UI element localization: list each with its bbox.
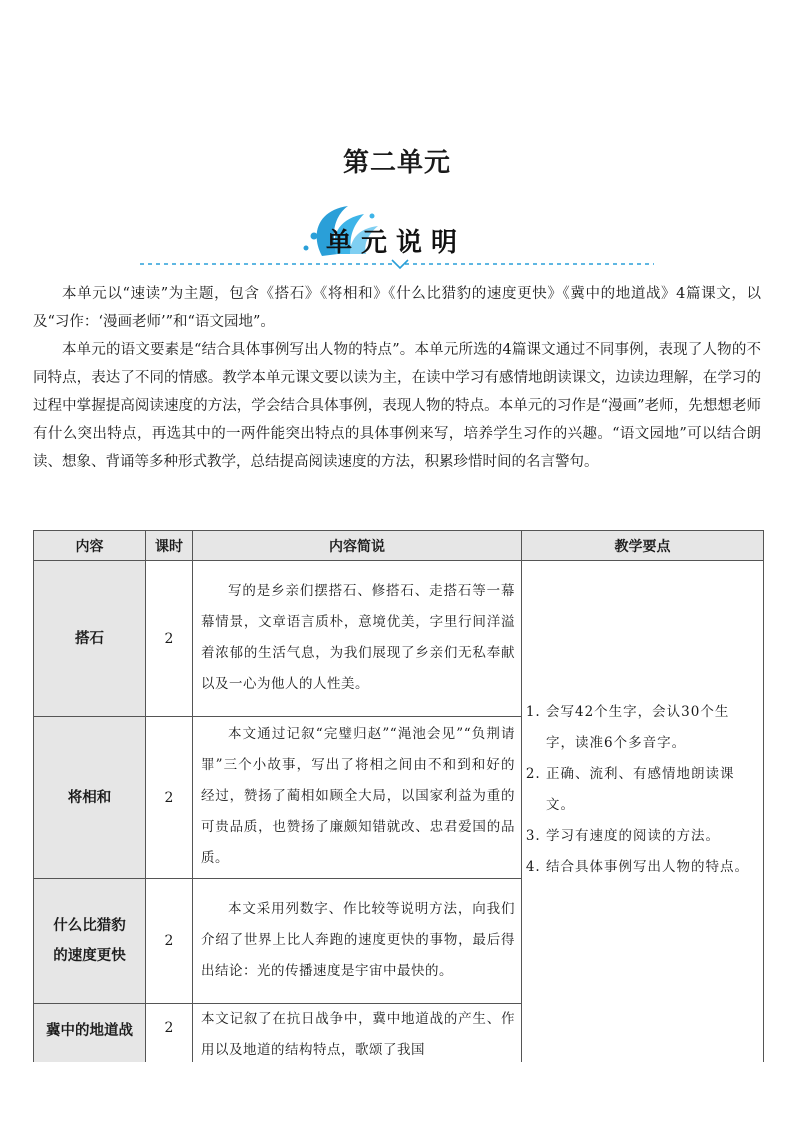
key-point-item: 2. 正确、流利、有感情地朗读课文。 bbox=[546, 759, 755, 821]
lesson-summary-text: 本文采用列数字、作比较等说明方法，向我们介绍了世界上比人奔跑的速度更快的事物，最后得出结论：光的传播速度是宇宙中最快的。 bbox=[201, 900, 515, 979]
key-points-list bbox=[532, 697, 755, 883]
header-content: 内容 bbox=[34, 531, 146, 561]
lesson-summary bbox=[193, 879, 522, 1004]
lesson-name: 什么比猎豹的速度更快 bbox=[34, 879, 146, 1004]
lesson-summary bbox=[193, 561, 522, 717]
banner-title: 单元说明 bbox=[326, 228, 467, 258]
table-row bbox=[34, 561, 764, 717]
key-points-cell bbox=[522, 561, 764, 1084]
lesson-hours: 2 bbox=[146, 879, 193, 1004]
intro-paragraph: 本单元以“速读”为主题，包含《搭石》《将相和》《什么比猎豹的速度更快》《冀中的地道战》4篇课文，以及“习作：‘漫画老师’”和“语文园地”。 bbox=[33, 286, 761, 330]
header-summary: 内容简说 bbox=[193, 531, 522, 561]
header-hours: 课时 bbox=[146, 531, 193, 561]
header-key-points: 教学要点 bbox=[522, 531, 764, 561]
lesson-summary-text: 写的是乡亲们摆搭石、修搭石、走搭石等一幕幕情景，文章语言质朴，意境优美，字里行间洋溢着浓郁的生活气息，为我们展现了乡亲们无私奉献以及一心为他人的人性美。 bbox=[201, 582, 515, 692]
lesson-name: 将相和 bbox=[34, 717, 146, 879]
unit-description-banner bbox=[0, 196, 794, 276]
lesson-name: 搭石 bbox=[34, 561, 146, 717]
table-header-row bbox=[34, 531, 764, 561]
intro-paragraph: 本单元的语文要素是“结合具体事例写出人物的特点”。本单元所选的4篇课文通过不同事例，表现了人物的不同特点，表达了不同的情感。教学本单元课文要以读为主，在读中学习有感情地朗读课文，边读边理解，在学习的过程中掌握提高阅读速度的方法，学会结合具体事例，表现人物的特点。本单元的习作是“漫画”老师，先想想老师有什么突出特点，再选其中的一两件能突出特点的具体事例来写，培养学生习作的兴趣。“语文园地”可以结合朗读、想象、背诵等多种形式教学，总结提高阅读速度的方法，积累珍惜时间的名言警句。 bbox=[33, 342, 761, 470]
intro-text bbox=[33, 280, 761, 476]
lesson-hours: 2 bbox=[146, 1004, 193, 1084]
page-title: 第二单元 bbox=[342, 148, 451, 178]
lesson-summary-text: 本文记叙了在抗日战争中，冀中地道战的产生、作用以及地道的结构特点，歌颂了我国 bbox=[201, 1011, 515, 1058]
key-point-item: 4. 结合具体事例写出人物的特点。 bbox=[546, 852, 755, 883]
key-point-item: 1. 会写42个生字，会认30个生字，读准6个多音字。 bbox=[546, 697, 755, 759]
lesson-hours: 2 bbox=[146, 561, 193, 717]
key-point-item: 3. 学习有速度的阅读的方法。 bbox=[546, 821, 755, 852]
lesson-summary-text: 本文通过记叙“完璧归赵”“渑池会见”“负荆请罪”三个小故事，写出了将相之间由不和到和好的经过，赞扬了蔺相如顾全大局，以国家利益为重的可贵品质，也赞扬了廉颇知错就改、忠君爱国的品质。 bbox=[201, 726, 515, 866]
lesson-name: 冀中的地道战 bbox=[34, 1004, 146, 1084]
lesson-summary bbox=[193, 717, 522, 879]
page-bottom-margin bbox=[0, 1062, 794, 1123]
lesson-hours: 2 bbox=[146, 717, 193, 879]
lesson-table bbox=[33, 530, 764, 1084]
